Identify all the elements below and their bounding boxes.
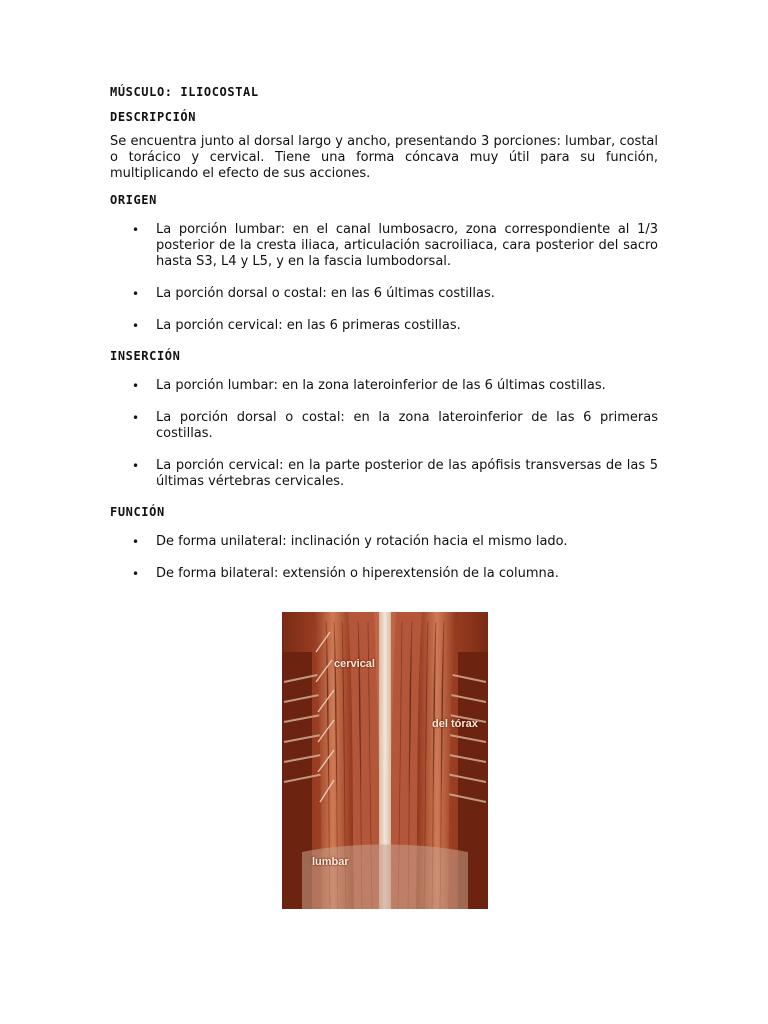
list-item — [110, 286, 658, 302]
insercion-list — [110, 378, 658, 490]
list-item — [110, 318, 658, 334]
bullet-icon: • — [132, 223, 140, 237]
list-item — [110, 566, 658, 582]
list-item — [110, 534, 658, 550]
bullet-icon: • — [132, 411, 140, 425]
bullet-icon: • — [132, 567, 140, 581]
list-item-text: La porción lumbar: en la zona lateroinferior de las 6 últimas costillas. — [156, 378, 606, 393]
bullet-icon: • — [132, 535, 140, 549]
list-item-text: La porción cervical: en la parte posterior de las apófisis transversas de las 5 últimas vértebras cervicales. — [156, 458, 658, 489]
bullet-icon: • — [132, 319, 140, 333]
list-item-text: La porción lumbar: en el canal lumbosacro, zona correspondiente al 1/3 posterior de la cresta iliaca, articulación sacroiliaca, cara posterior del sacro hasta S3, L4 y L5, y en la fascia lumbodorsal. — [156, 222, 658, 269]
figure-label-torax: del tórax — [432, 718, 478, 730]
iliocostal-anatomy-illustration — [282, 612, 488, 909]
section-heading-descripcion: DESCRIPCIÓN — [110, 110, 197, 124]
list-item-text: De forma unilateral: inclinación y rotación hacia el mismo lado. — [156, 534, 568, 549]
origen-list — [110, 222, 658, 334]
figure-label-lumbar: lumbar — [312, 856, 349, 868]
list-item-text: La porción dorsal o costal: en la zona lateroinferior de las 6 primeras costillas. — [156, 410, 658, 441]
section-heading-insercion: INSERCIÓN — [110, 349, 181, 363]
bullet-icon: • — [132, 287, 140, 301]
list-item-text: De forma bilateral: extensión o hiperextensión de la columna. — [156, 566, 559, 581]
descripcion-text: Se encuentra junto al dorsal largo y ancho, presentando 3 porciones: lumbar, costal o torácico y cervical. Tiene una forma cóncava muy útil para su función, multiplicando el efecto de sus acciones. — [110, 134, 658, 181]
bullet-icon: • — [132, 379, 140, 393]
list-item-text: La porción cervical: en las 6 primeras costillas. — [156, 318, 461, 333]
document-content — [110, 84, 658, 598]
section-heading-funcion: FUNCIÓN — [110, 505, 165, 519]
list-item-text: La porción dorsal o costal: en las 6 últimas costillas. — [156, 286, 495, 301]
list-item — [110, 378, 658, 394]
section-heading-origen: ORIGEN — [110, 193, 157, 207]
list-item — [110, 222, 658, 270]
list-item — [110, 458, 658, 490]
document-title: MÚSCULO: ILIOCOSTAL — [110, 85, 259, 99]
list-item — [110, 410, 658, 442]
funcion-list — [110, 534, 658, 582]
bullet-icon: • — [132, 459, 140, 473]
figure-label-cervical: cervical — [334, 658, 375, 670]
